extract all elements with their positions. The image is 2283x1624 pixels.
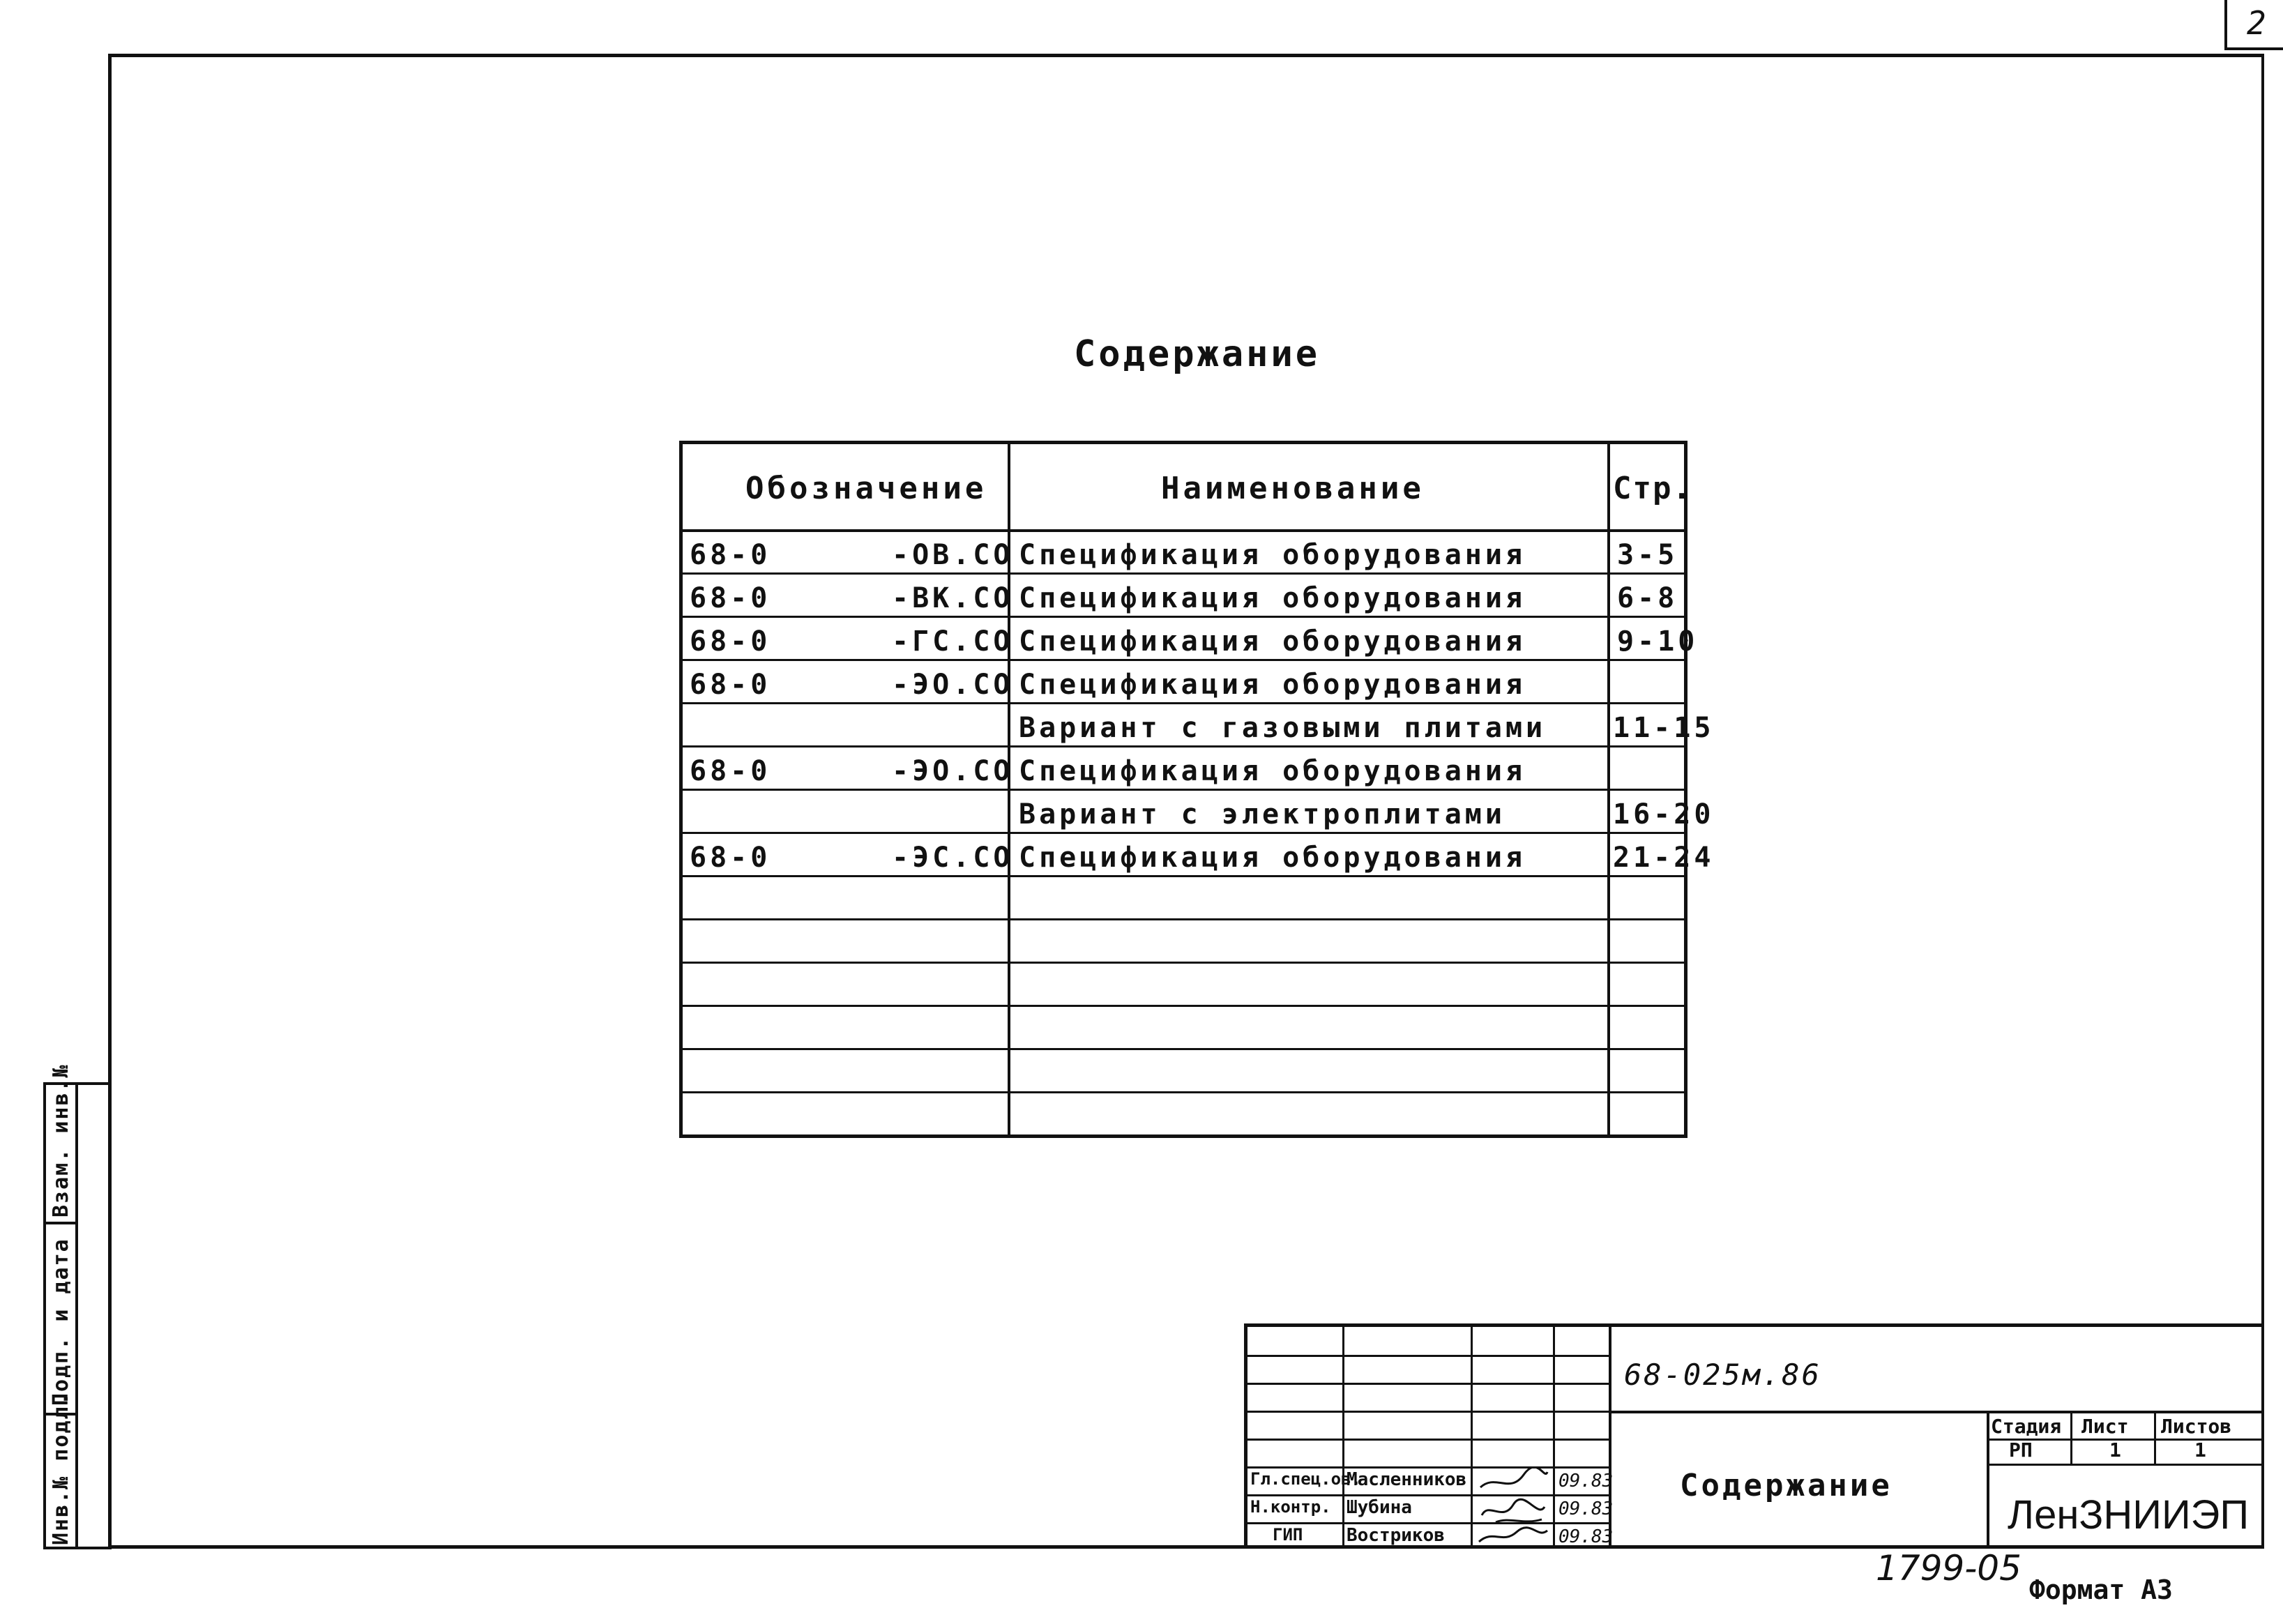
row-page: 16-20	[1613, 798, 1715, 830]
header-divider	[683, 529, 1684, 532]
header-page: Стр.	[1613, 471, 1692, 506]
row-name: Вариант с электроплитами	[1019, 798, 1505, 830]
sheet-corner-number: 2	[2247, 4, 2266, 42]
row-code-suffix: -ЭС.СО	[892, 842, 1014, 874]
row-code-suffix: -ЭО.СО	[892, 669, 1014, 701]
doc-name: Содержание	[1680, 1468, 1893, 1503]
page-title: Содержание	[1074, 333, 1321, 375]
organization: ЛенЗНИИЭП	[2008, 1492, 2250, 1538]
row-code-prefix: 68-0	[690, 842, 771, 874]
contents-table	[679, 441, 1715, 1138]
date: 09.83	[1558, 1498, 1614, 1519]
sheets-value: 1	[2194, 1439, 2206, 1462]
row-page: 3-5	[1617, 539, 1678, 571]
stage-value: РП	[2009, 1439, 2033, 1462]
side-stamp	[43, 1063, 112, 1549]
row-name: Спецификация оборудования	[1019, 669, 1526, 701]
stage-label: Стадия	[1991, 1415, 2062, 1438]
role: ГИП	[1273, 1525, 1303, 1545]
row-code-prefix: 68-0	[690, 755, 771, 787]
row-name: Спецификация оборудования	[1019, 755, 1526, 787]
row-page: 6-8	[1617, 582, 1678, 614]
role: Н.контр.	[1250, 1497, 1331, 1517]
row-code-prefix: 68-0	[690, 582, 771, 614]
header-name: Наименование	[1161, 471, 1425, 506]
sign-date-label: Подп. и дата	[49, 1238, 73, 1406]
row-page: 9-10	[1617, 625, 1699, 658]
row-code-suffix: -ЭО.СО	[892, 755, 1014, 787]
row-code-suffix: -ГС.СО	[892, 625, 1014, 658]
row-name: Спецификация оборудования	[1019, 582, 1526, 614]
replace-inv-label: Взам. инв.№	[49, 1063, 73, 1217]
row-name: Спецификация оборудования	[1019, 539, 1526, 571]
row-name: Вариант с газовыми плитами	[1019, 712, 1547, 744]
row-code-prefix: 68-0	[690, 669, 771, 701]
date: 09.83	[1558, 1526, 1614, 1547]
sheet-label: Лист	[2081, 1415, 2129, 1438]
person-name: Масленников	[1347, 1469, 1467, 1490]
sheet-value: 1	[2109, 1439, 2121, 1462]
row-code-prefix: 68-0	[690, 539, 771, 571]
header-designation: Обозначение	[745, 471, 987, 506]
inv-orig-label: Инв.№ подл.	[49, 1391, 73, 1545]
row-page: 21-24	[1613, 842, 1715, 874]
row-name: Спецификация оборудования	[1019, 625, 1526, 658]
row-code-suffix: -ВК.СО	[892, 582, 1014, 614]
row-code-prefix: 68-0	[690, 625, 771, 658]
person-name: Востриков	[1347, 1525, 1445, 1546]
role: Гл.спец.ов.	[1250, 1469, 1361, 1489]
sheet-corner-box	[2224, 0, 2283, 50]
signatures-image	[1475, 1466, 1550, 1549]
row-code-suffix: -ОВ.СО	[892, 539, 1014, 571]
title-block	[1244, 1323, 2264, 1549]
person-name: Шубина	[1347, 1497, 1412, 1518]
archive-number: 1799-05	[1876, 1548, 2022, 1588]
row-name: Спецификация оборудования	[1019, 842, 1526, 874]
doc-code: 68-025м.86	[1624, 1358, 1821, 1392]
row-page: 11-15	[1613, 712, 1715, 744]
sheets-label: Листов	[2161, 1415, 2232, 1438]
format-label: Формат А3	[2029, 1574, 2173, 1605]
date: 09.83	[1558, 1471, 1614, 1492]
